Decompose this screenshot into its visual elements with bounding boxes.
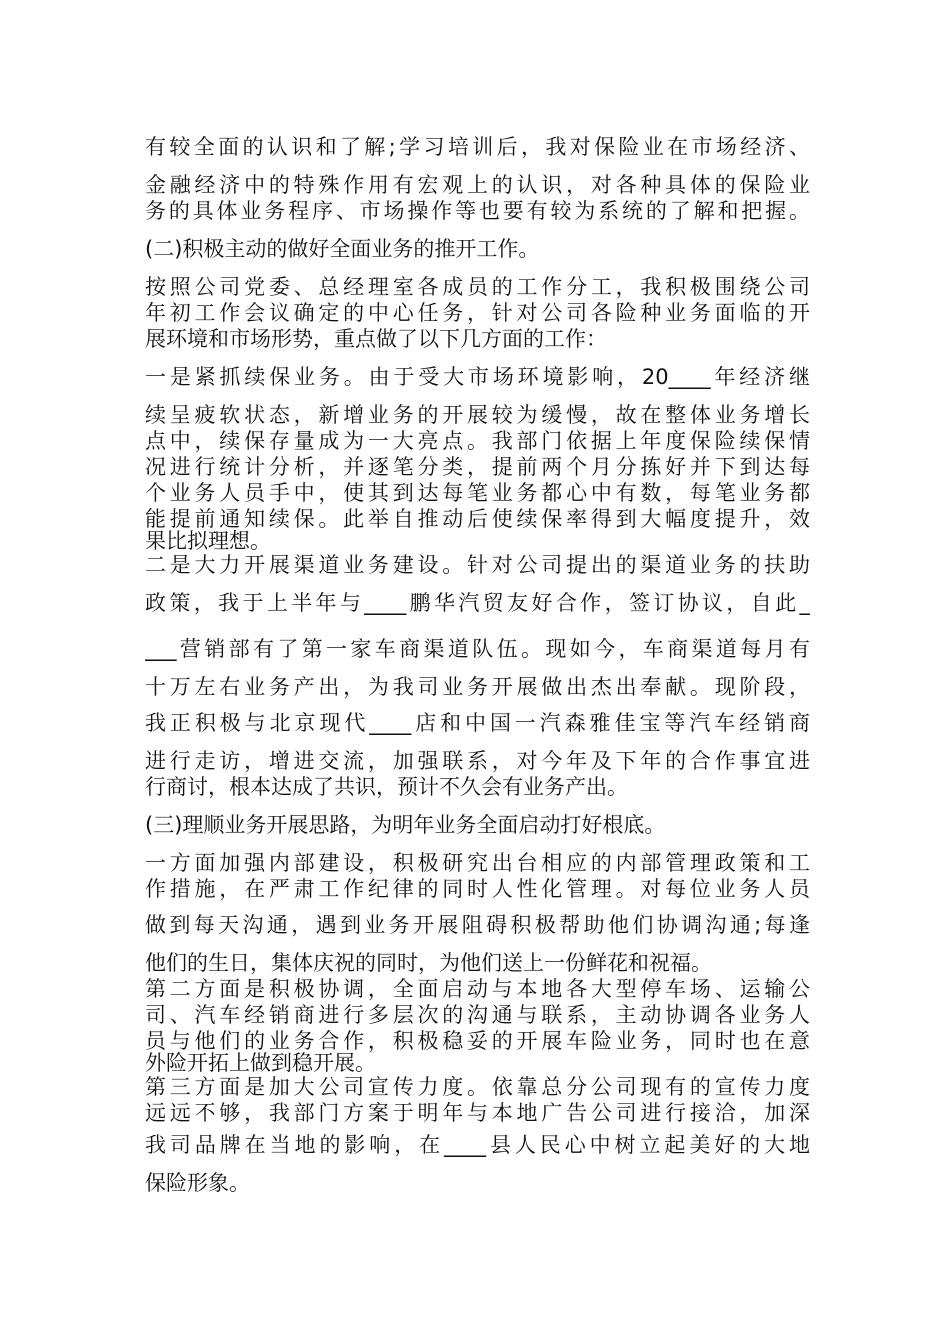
text-line: 第二方面是积极协调，全面启动与本地各大型停车场、运输公 bbox=[145, 977, 810, 1001]
text-line: 一是紧抓续保业务。由于受大市场环境影响，20____年经济继 bbox=[145, 365, 810, 389]
text-line: 作措施，在严肃工作纪律的同时人性化管理。对每位业务人员 bbox=[145, 877, 810, 901]
text-line: 第三方面是加大公司宣传力度。依靠总分公司现有的宣传力度 bbox=[145, 1075, 810, 1099]
text-line: 政策，我于上半年与____鹏华汽贸友好合作，签订协议，自此_ bbox=[145, 591, 810, 615]
text-line: 进行走访，增进交流，加强联系，对今年及下年的合作事宜进 bbox=[145, 749, 810, 773]
text-line: 外险开拓上做到稳开展。 bbox=[145, 1051, 376, 1075]
text-line: 展环境和市场形势，重点做了以下几方面的工作： bbox=[145, 327, 607, 351]
text-line: 能提前通知续保。此举自推动后使续保率得到大幅度提升，效 bbox=[145, 507, 810, 531]
text-line: 个业务人员手中，使其到达每笔业务都心中有数，每笔业务都 bbox=[145, 481, 810, 505]
text-line: 行商讨，根本达成了共识，预计不久会有业务产出。 bbox=[145, 775, 628, 799]
text-line: 续呈疲软状态，新增业务的开展较为缓慢，故在整体业务增长 bbox=[145, 403, 810, 427]
text-line: 况进行统计分析，并逐笔分类，提前两个月分拣好并下到达每 bbox=[145, 455, 810, 479]
text-line: 十万左右业务产出，为我司业务开展做出杰出奉献。现阶段， bbox=[145, 675, 810, 699]
text-line: 按照公司党委、总经理室各成员的工作分工，我积极围绕公司 bbox=[145, 275, 810, 299]
text-line: 务的具体业务程序、市场操作等也要有较为系统的了解和把握。 bbox=[145, 199, 810, 223]
text-line: 点中，续保存量成为一大亮点。我部门依据上年度保险续保情 bbox=[145, 429, 810, 453]
text-line: 二是大力开展渠道业务建设。针对公司提出的渠道业务的扶助 bbox=[145, 553, 810, 577]
text-line: 有较全面的认识和了解;学习培训后，我对保险业在市场经济、 bbox=[145, 135, 810, 159]
text-line: 员与他们的业务合作，积极稳妥的开展车险业务，同时也在意 bbox=[145, 1029, 810, 1053]
section-heading: (二)积极主动的做好全面业务的推开工作。 bbox=[145, 237, 540, 261]
text-line: 司、汽车经销商进行多层次的沟通与联系，主动协调各业务人 bbox=[145, 1003, 810, 1027]
text-line: 年初工作会议确定的中心任务，针对公司各险种业务面临的开 bbox=[145, 301, 810, 325]
text-line: 保险形象。 bbox=[145, 1171, 250, 1195]
section-heading: (三)理顺业务开展思路，为明年业务全面启动打好根底。 bbox=[145, 813, 666, 837]
text-line: 我司品牌在当地的影响，在____县人民心中树立起美好的大地 bbox=[145, 1133, 810, 1157]
text-line: 他们的生日，集体庆祝的同时，为他们送上一份鲜花和祝福。 bbox=[145, 951, 712, 975]
text-line: 一方面加强内部建设，积极研究出台相应的内部管理政策和工 bbox=[145, 851, 810, 875]
text-line: 果比拟理想。 bbox=[145, 529, 271, 553]
text-line: 我正积极与北京现代____店和中国一汽森雅佳宝等汽车经销商 bbox=[145, 711, 810, 735]
text-line: 远远不够，我部门方案于明年与本地广告公司进行接洽，加深 bbox=[145, 1101, 810, 1125]
text-line: 金融经济中的特殊作用有宏观上的认识，对各种具体的保险业 bbox=[145, 173, 810, 197]
text-line: 做到每天沟通，遇到业务开展阻碍积极帮助他们协调沟通;每逢 bbox=[145, 913, 810, 937]
text-line: ___营销部有了第一家车商渠道队伍。现如今，车商渠道每月有 bbox=[145, 637, 810, 661]
